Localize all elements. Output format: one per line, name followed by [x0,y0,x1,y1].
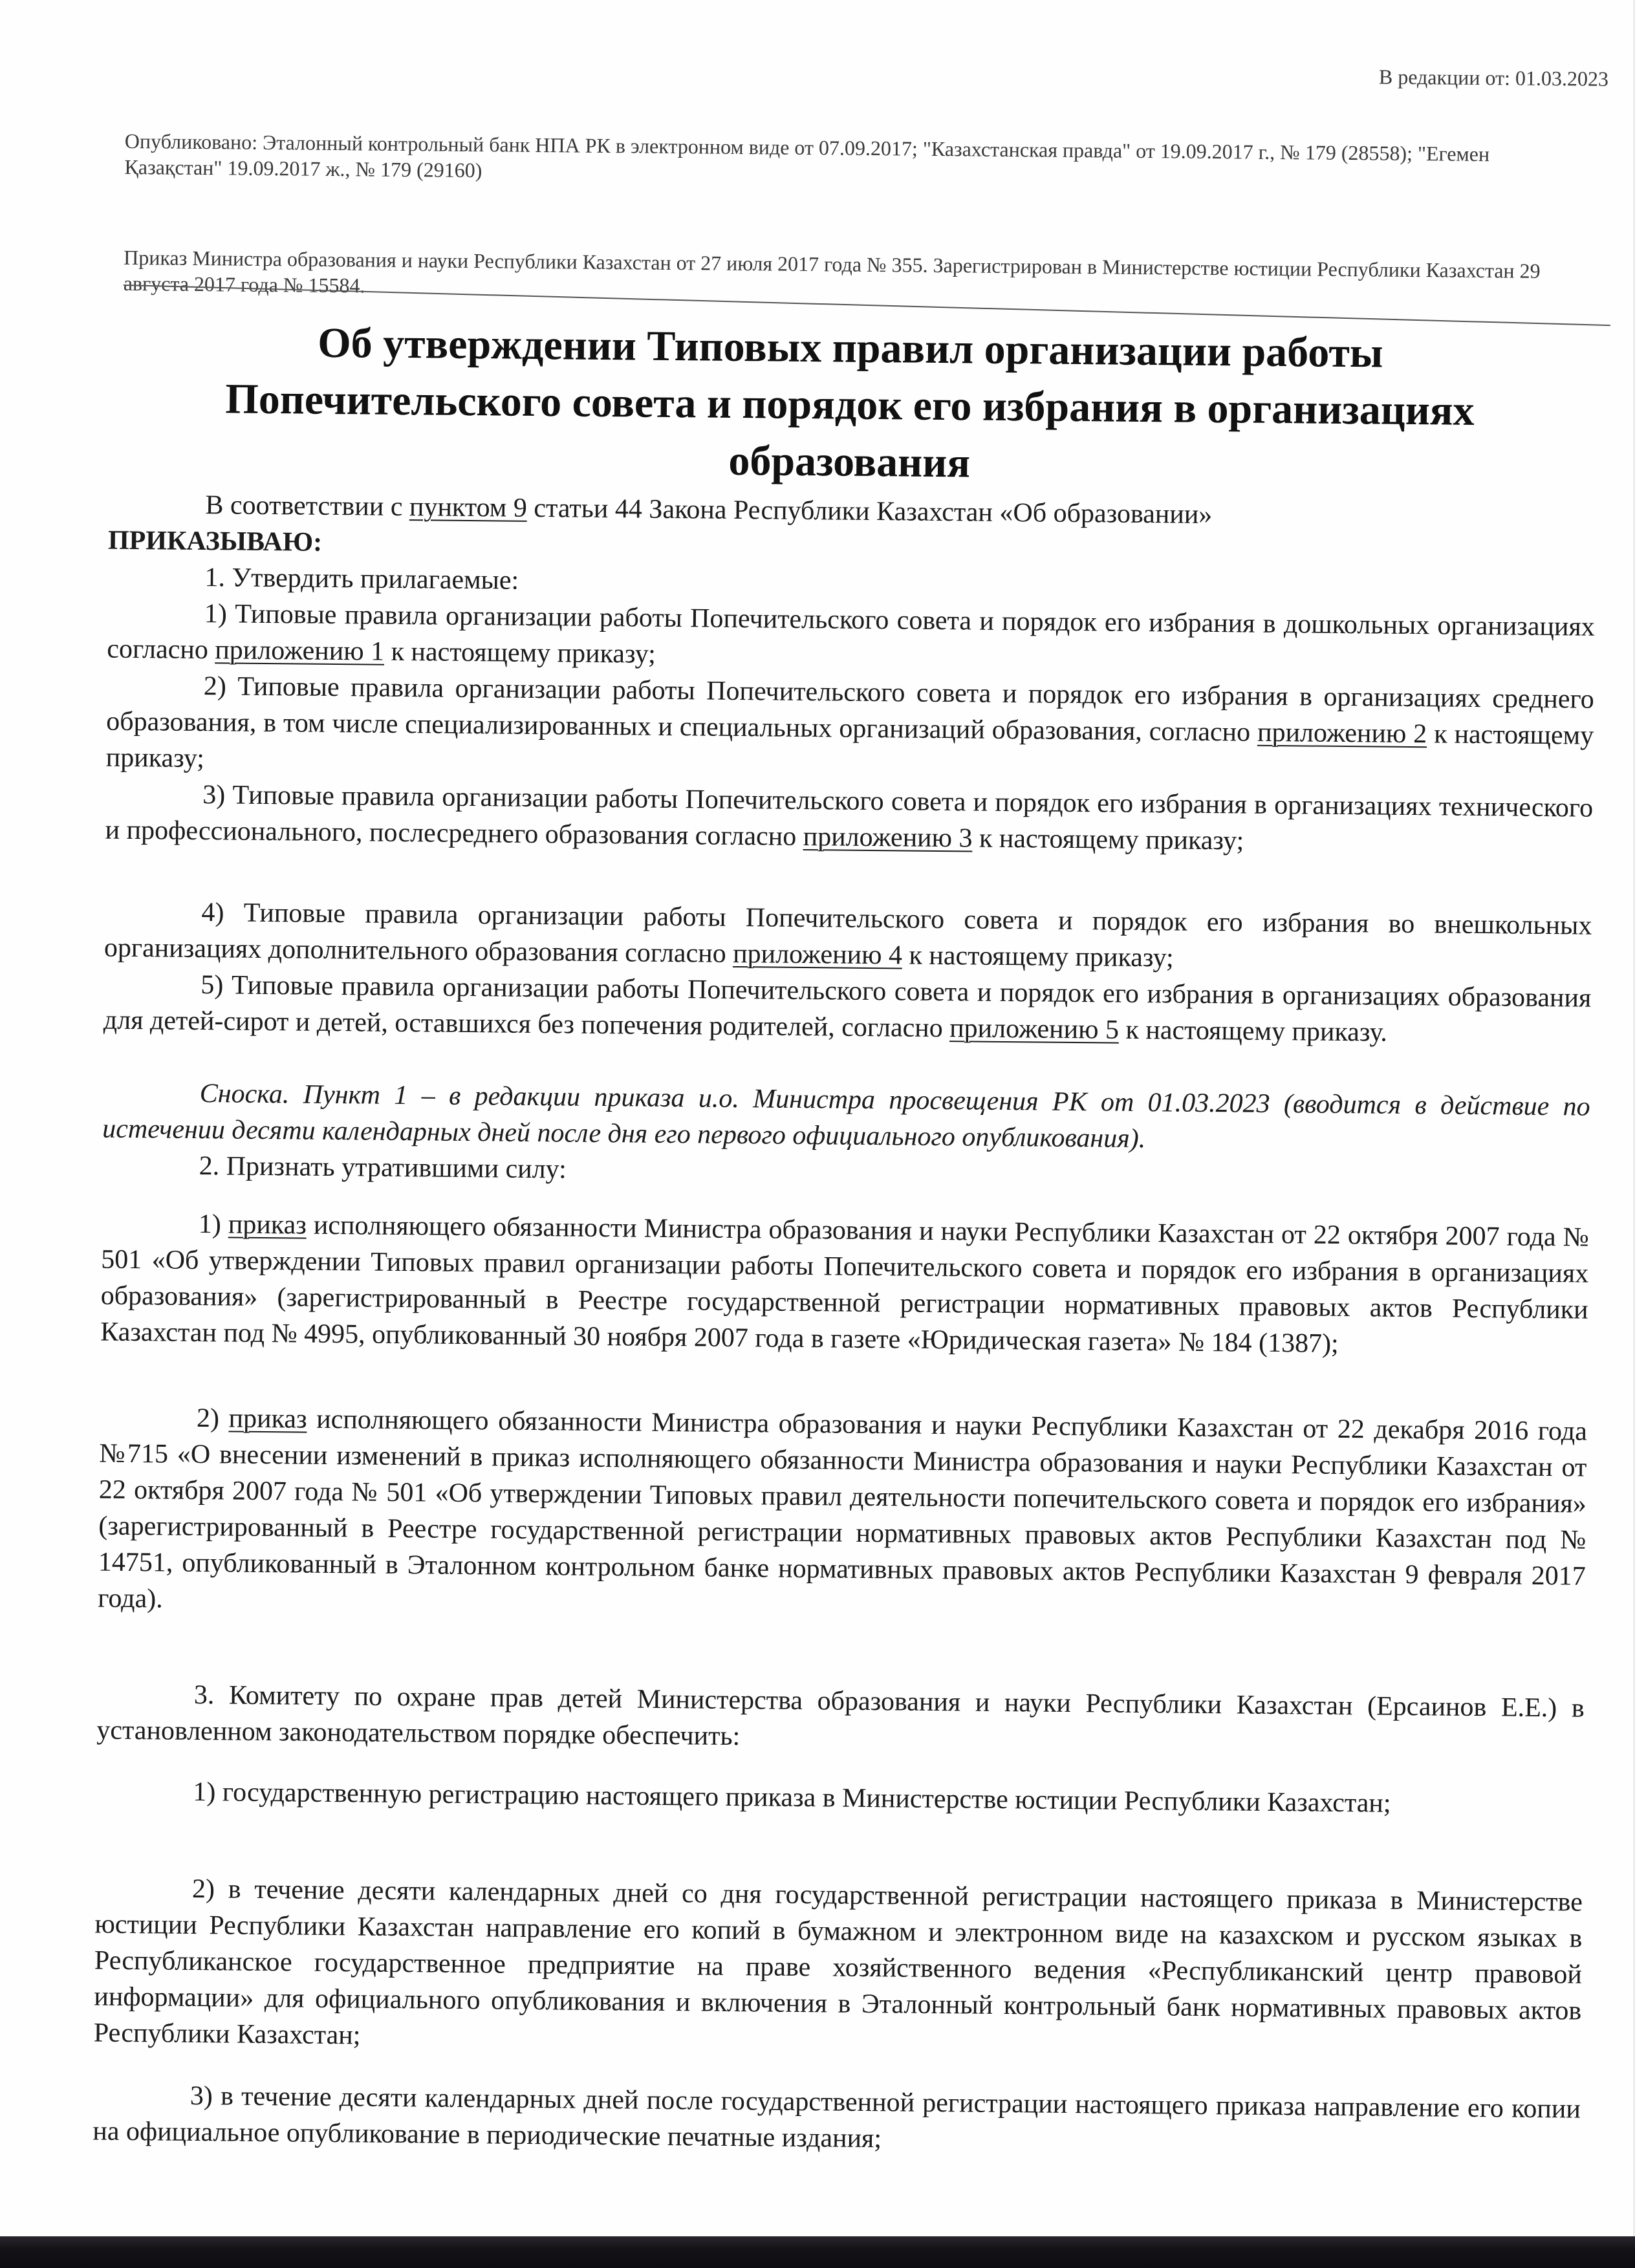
title-line-1: Об утверждении Типовых правил организации работы [317,319,1383,377]
preamble-text: В соответствии с [205,490,410,523]
repealed-order-1-link[interactable]: приказ [228,1209,307,1240]
p3-heading: 3. Комитету по охране прав детей Министерства образования и науки Республики Казахстан (Ерсаинов Е.Е.) в установленном законодательством порядке обеспечить: [96,1680,1585,1752]
item-text: 2) Типовые правила организации работы Попечительского совета и порядок его избрания в организациях среднего образования, в том числе специализированных и специальных организаций образования, согласно [106,671,1594,748]
publication-info: Опубликовано: Эталонный контрольный банк НПА РК в электронном виде от 07.09.2017; "Казахстанская правда" от 19.09.2017 г., № 179 (28558); "Егемен Қазақстан" 19.09.2017 ж., № 179 (29160) [124,129,1490,182]
title-line-2: Попечительского совета и порядок его избрания в организациях [225,375,1475,435]
law-point-link[interactable]: пунктом 9 [409,492,528,523]
document-title [99,313,1601,498]
appendix-3-link[interactable]: приложению 3 [803,821,973,854]
p2-item-1 [100,1205,1589,1365]
item-text-end: к настоящему приказу. [1118,1015,1388,1048]
p1-item-4 [104,894,1592,980]
preamble [108,486,1596,573]
p3-item-1: 1) государственную регистрацию настоящего приказа в Министерстве юстиции Республики Казахстан; [193,1777,1391,1819]
p1-item-3 [105,776,1593,863]
item-text: исполняющего обязанности Министра образования и науки Республики Казахстан от 22 декабря 2016 года №715 «О внесении изменений в приказ исполняющего обязанности Министра образования и науки Республики Казахстан от 22 октября 2007 года № 501 «Об утверждении Типовых правил деятельности попечительского совета и порядок его избрания» (зарегистрированный в Реестре государственной регистрации нормативных правовых актов Республики Казахстан под № 14751, опубликованный в Эталонном контрольном банке нормативных правовых актов Республики Казахстан 9 февраля 2017 года). [98,1404,1588,1614]
p1-item-1 [107,595,1595,682]
revision-date: В редакции от: 01.03.2023 [1378,65,1609,91]
p3-item-3: 3) в течение десяти календарных дней после государственной регистрации настоящего приказа направление его копии на официальное опубликование в периодические печатные издания; [92,2080,1581,2154]
appendix-4-link[interactable]: приложению 4 [732,938,903,971]
item-text: исполняющего обязанности Министра образования и науки Республики Казахстан от 22 октября 2007 года № 501 «Об утверждении Типовых правил организации работы Попечительского совета и порядок его избрания в организациях образования» (зарегистрированный в Реестре государственной регистрации нормативных правовых актов Республики Казахстан под № 4995, опубликованный 30 ноября 2007 года в газете «Юридическая газета» № 184 (1387); [100,1210,1589,1359]
item-text-end: к настоящему приказу; [105,719,1594,774]
p2-item-2 [98,1399,1587,1631]
item-number: 2) [196,1403,229,1434]
item-text-end: к настоящему приказу; [972,823,1244,856]
preamble-text-end: статьи 44 Закона Республики Казахстан «Об образовании» [526,493,1213,530]
item-text-end: к настоящему приказу; [902,940,1174,973]
item-number: 1) [198,1209,229,1240]
p1-item-2 [105,667,1594,790]
item-text: 3) Типовые правила организации работы Попечительского совета и порядок его избрания в организациях технического и профессионального, послесреднего образования согласно [105,780,1594,852]
title-line-3: образования [728,437,971,487]
order-word: ПРИКАЗЫВАЮ: [107,525,323,557]
appendix-5-link[interactable]: приложению 5 [949,1013,1120,1045]
order-reference: Приказ Министра образования и науки Республики Казахстан от 27 июля 2017 года № 355. Зарегистрирован в Министерстве юстиции Республики Казахстан 29 августа 2017 года № 15584. [123,245,1541,297]
appendix-1-link[interactable]: приложению 1 [215,635,385,667]
p2-heading: 2. Признать утратившими силу: [199,1151,567,1185]
p1-footnote: Сноска. Пункт 1 – в редакции приказа и.о. Министра просвещения РК от 01.03.2023 (вводится в действие по истечении десяти календарных дней после дня его первого официального опубликования). [102,1079,1590,1154]
item-text: 4) Типовые правила организации работы Попечительского совета и порядок его избрания во внешкольных организациях дополнительного образования согласно [103,898,1592,969]
appendix-2-link[interactable]: приложению 2 [1257,717,1427,750]
p1-heading: 1. Утвердить прилагаемые: [204,563,519,596]
repealed-order-2-link[interactable]: приказ [228,1403,307,1434]
scanner-edge [0,2236,1635,2268]
p3-item-2: 2) в течение десяти календарных дней со дня государственной регистрации настоящего приказа в Министерстве юстиции Республики Казахстан направление его копий в бумажном и электронном виде на казахском и русском языках в Республиканское государственное предприятие на праве хозяйственного ведения «Республиканский центр правовой информации» для официального опубликования и включения в Эталонный контрольный банк нормативных правовых актов Республики Казахстан; [93,1874,1583,2051]
item-text: 5) Типовые правила организации работы Попечительского совета и порядок его избрания в организациях образования для детей-сирот и детей, оставшихся без попечения родителей, согласно [103,970,1592,1044]
p1-item-5 [103,966,1592,1053]
item-text: 1) Типовые правила организации работы Попечительского совета и порядок его избрания в дошкольных организациях согласно [107,599,1596,665]
item-text-end: к настоящему приказу; [384,636,656,669]
